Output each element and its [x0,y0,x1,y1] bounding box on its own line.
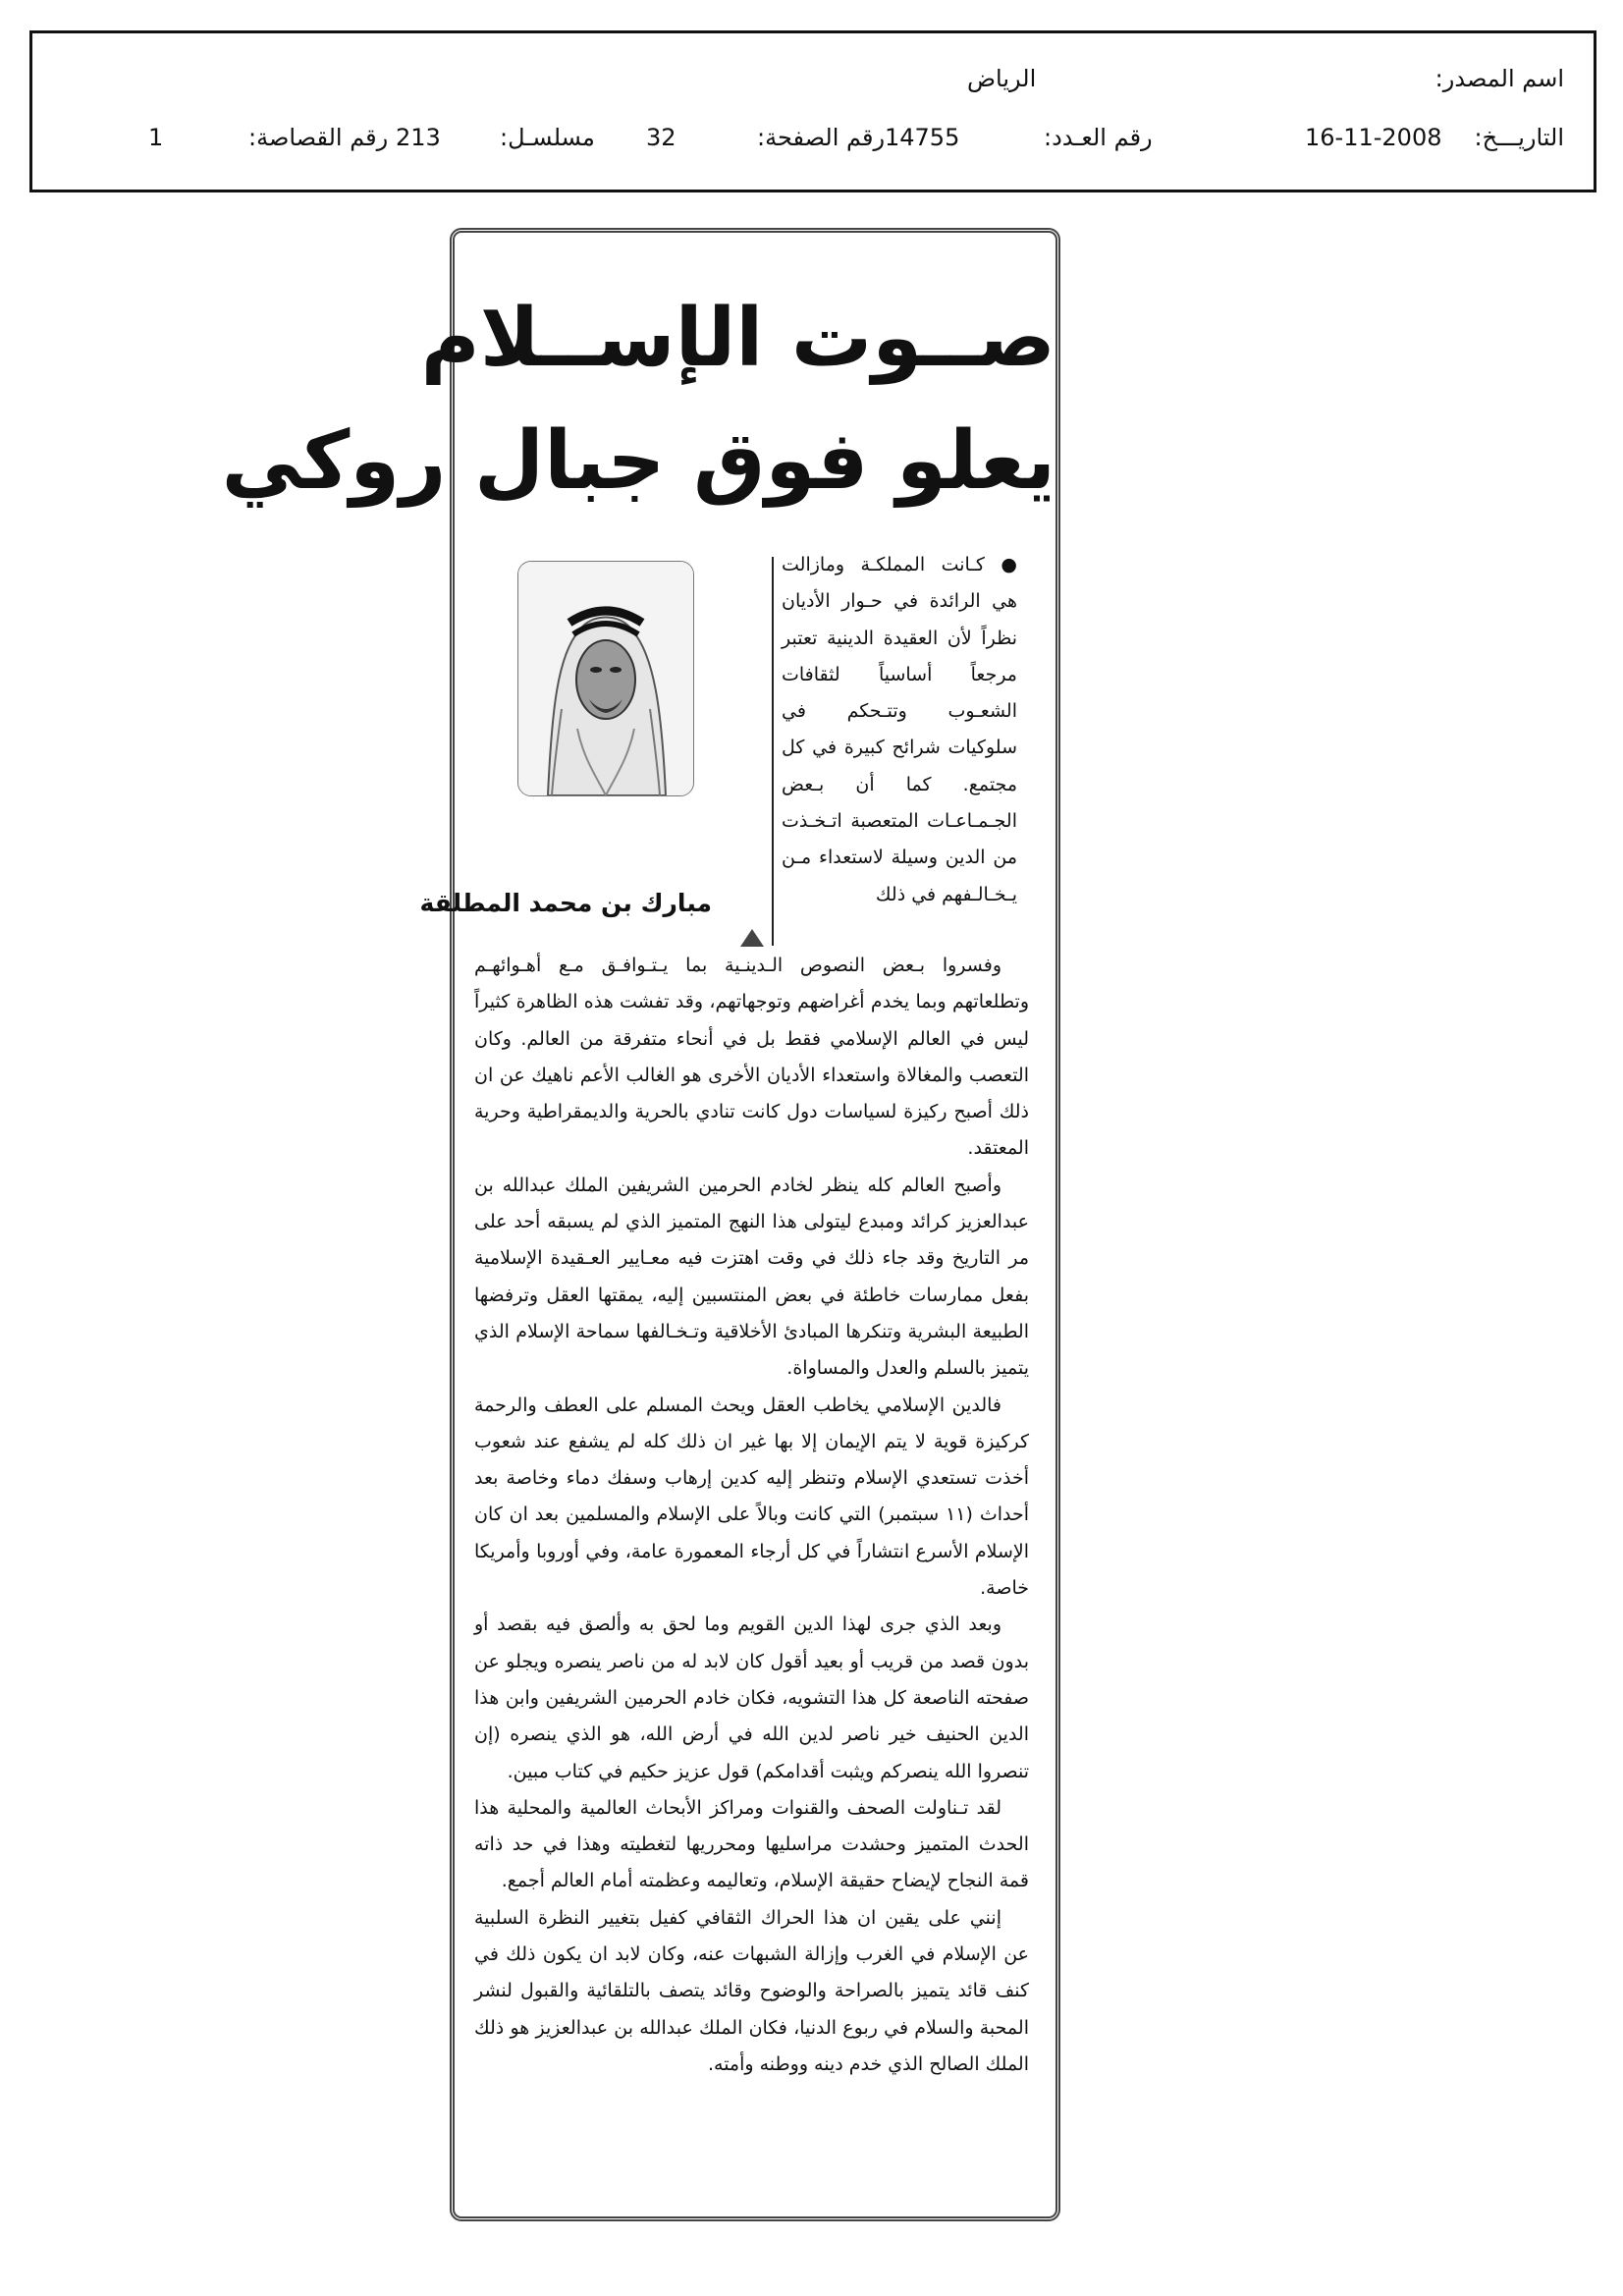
article-clipping [221,228,1060,2221]
page-value: 32 [646,124,676,151]
issue-value: 14755 [885,124,960,151]
page-label: رقم الصفحة: [757,124,886,151]
issue-label: رقم العـدد: [1044,124,1153,151]
author-name: مبارك بن محمد المطلقة [419,889,712,917]
source-value: الرياض [967,65,1037,92]
author-photo [517,561,694,796]
article-paragraph: وبعد الذي جرى لهذا الدين القويم وما لحق به وألصق فيه بقصد أو بدون قصد من قريب أو بعيد أقول كان لابد له من ناصر ينصره ويجلو عن صفحته الناصعة كل هذا التشويه، فكان خادم الحرمين الشريفين وابن هذا الدين الحنيف خير ناصر لدين الله في أرض الله، هو الذي ينصره (إن تنصروا الله ينصركم ويثبت أقدامكم) قول عزيز حكيم في كتاب مبين. [474,1613,1029,1782]
article-paragraph: وأصبح العالم كله ينظر لخادم الحرمين الشريفين الملك عبدالله بن عبدالعزيز كرائد ومبدع ليتولى هذا النهج المتميز الذي لم يسبقه أحد على مر التاريخ وقد جاء ذلك في وقت اهتزت فيه معـايير العـقيدة الإسلامية بفعل ممارسات خاطئة في بعض المنتسبين إليه، يمقتها العقل وترفضها الطبيعة البشرية وتنكرها المبادئ الأخلاقية وتـخـالفها سماحة الإسلام الذي يتميز بالسلم والعدل والمساواة. [474,1174,1029,1380]
article-paragraph: إنني على يقين ان هذا الحراك الثقافي كفيل بتغيير النظرة السلبية عن الإسلام في الغرب وإزالة الشبهات عنه، وكان لابد ان يكون ذلك في كنف قائد يتميز بالصراحة والوضوح وقائد يتصف بالتلقائية والقبول لنشر المحبة والسلام في ربوع الدنيا، فكان الملك عبدالله بن عبدالعزيز هو ذلك الملك الصالح الذي خدم دينه ووطنه وأمته. [474,1906,1029,2075]
article-title-line2: يعلو فوق جبال روكي [221,414,1055,508]
serial-value: 213 [396,124,441,151]
article-title-line1: صــوت الإســلام [420,292,1055,385]
clipping-label: رقم القصاصة: [248,124,389,151]
article-paragraph: فالدين الإسلامي يخاطب العقل ويحث المسلم على العطف والرحمة كركيزة قوية لا يتم الإيمان إلا بها غير ان ذلك كله لم يشفع عند شعوب أخذت تستعدي الإسلام وتنظر إليه كدين إرهاب وسفك دماء وخاصة بعد أحداث (١١ سبتمبر) التي كانت وبالاً على الإسلام والمسلمين بعد ان كان الإسلام الأسرع انتشاراً في كل أرجاء المعمورة عامة، وفي أوروبا وأمريكا خاصة. [474,1394,1029,1600]
date-value: 16-11-2008 [1305,124,1442,151]
article-paragraph: لقد تـناولت الصحف والقنوات ومراكز الأبحاث العالمية والمحلية هذا الحدث المتميز وحشدت مراسليها ومحرريها لتغطيته وهذا في حد ذاته قمة النجاح لإيضاح حقيقة الإسلام، وتعاليمه وعظمته أمام العالم أجمع. [474,1796,1029,1892]
article-body [474,948,1029,2083]
source-label: اسم المصدر: [1434,65,1564,92]
author-photo-image [518,562,693,795]
article-intro: ● كـانت المملكـة ومازالت هي الرائدة في حـوار الأديان نظراً لأن العقيدة الدينية تعتبر مرجعاً أساسياً لثقافات الشعـوب وتتـحكم في سلوكيات شرائح كبيرة في كل مجتمع. كما أن بـعض الجـمـاعـات المتعصبة اتـخـذت من الدين وسيلة لاستعداء مـن يـخـالـفهم في ذلك [782,554,1017,905]
column-rule [772,557,774,946]
serial-label: مسلسـل: [500,124,595,151]
clipping-header [29,30,1596,192]
clipping-value: 1 [148,124,164,151]
triangle-marker-icon [739,928,765,948]
article-paragraph: وفسروا بـعض النصوص الـدينـية بما يـتـوافـق مـع أهـوائهـم وتطلعاتهم وبما يخدم أغراضهم وتوجهاتهم، وقد تفشت هذه الظاهرة كثيراً ليس في العالم الإسلامي فقط بل في أنحاء متفرقة من العالم. وكان التعصب والمغالاة واستعداء الأديان الأخرى هو الغالب الأعم ناهيك عن ان ذلك أصبح ركيزة لسياسات دول كانت تنادي بالحرية والديمقراطية وحرية المعتقد. [474,955,1029,1160]
date-label: التاريـــخ: [1474,124,1564,151]
